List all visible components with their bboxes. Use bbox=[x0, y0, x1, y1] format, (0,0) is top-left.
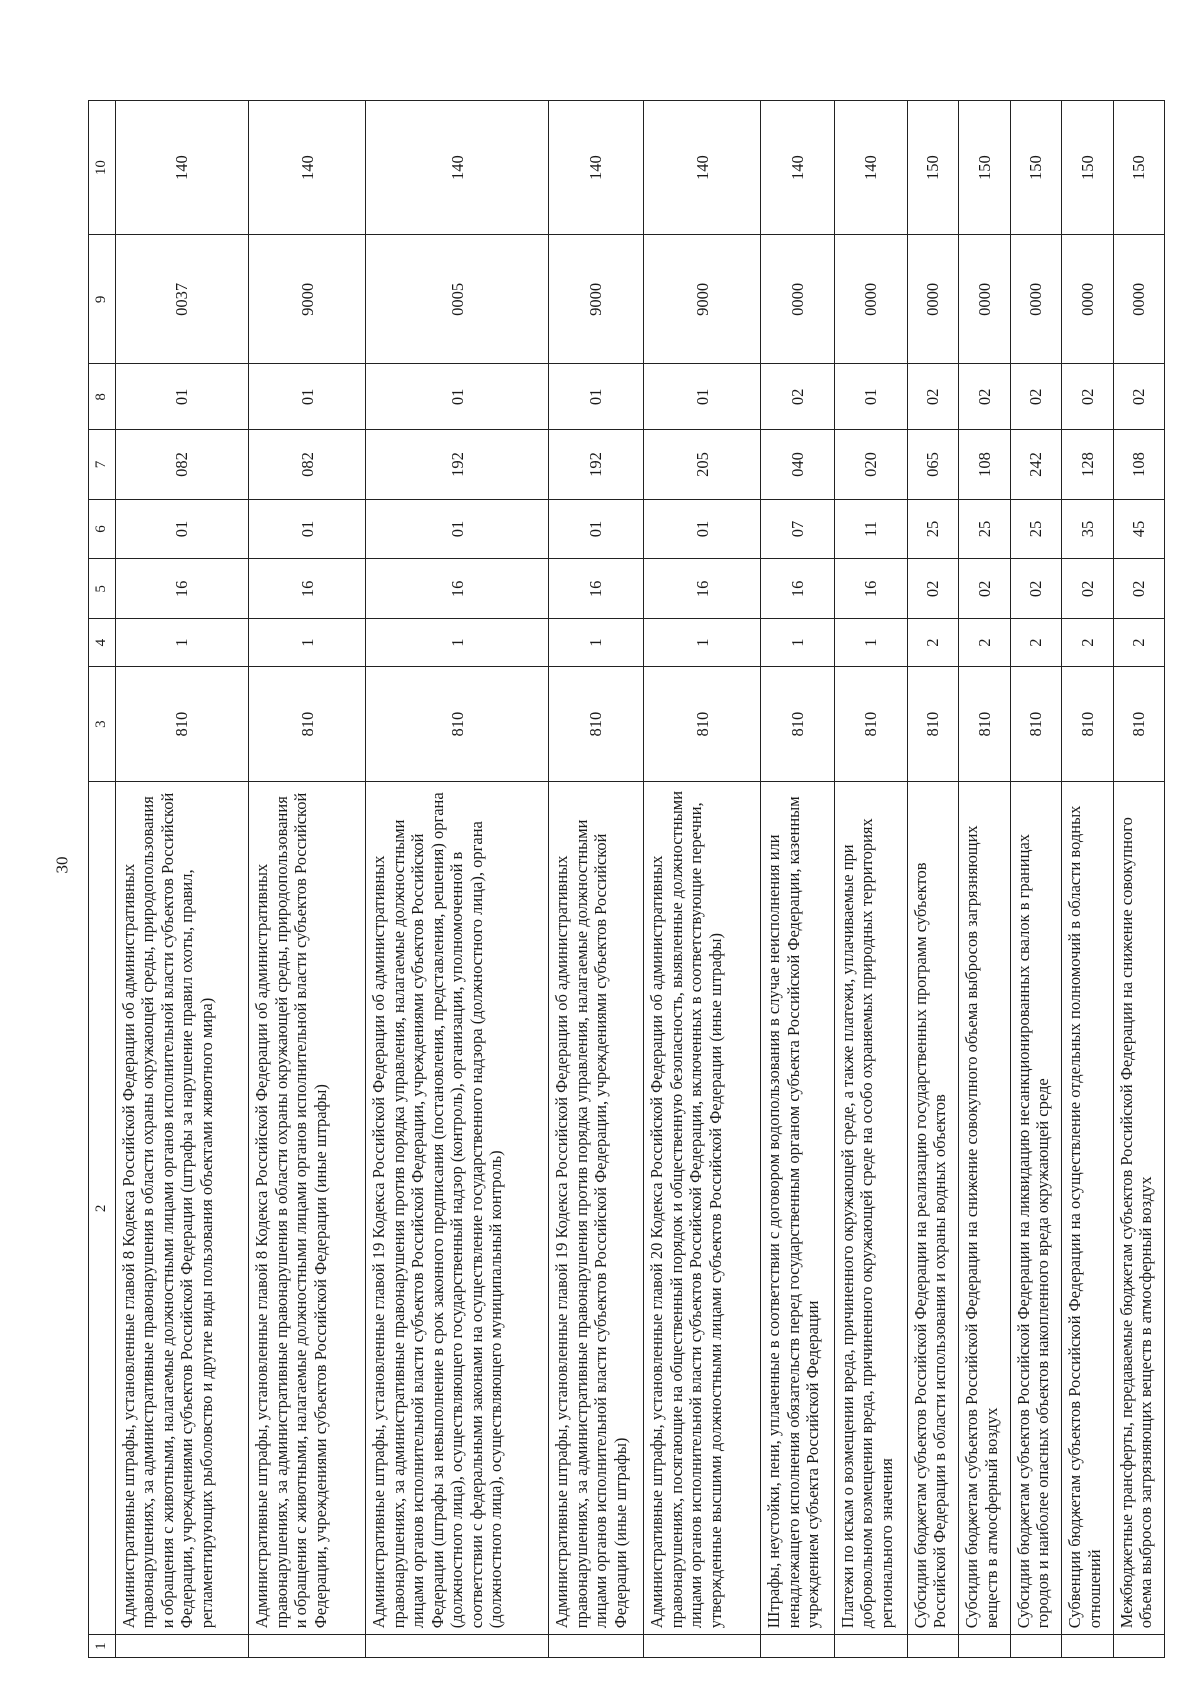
cell-col-6: 11 bbox=[834, 499, 907, 559]
cell-col-9: 0005 bbox=[366, 235, 549, 364]
cell-col-3: 810 bbox=[549, 666, 644, 782]
table-row bbox=[249, 101, 366, 1658]
cell-col-7: 020 bbox=[834, 430, 907, 499]
cell-col-10: 140 bbox=[834, 101, 907, 235]
cell-col-5: 16 bbox=[116, 559, 249, 619]
cell-col-3: 810 bbox=[366, 666, 549, 782]
table-row bbox=[761, 101, 834, 1658]
cell-col-4: 2 bbox=[1113, 619, 1164, 666]
cell-col-8: 02 bbox=[907, 364, 958, 430]
cell-col-7: 242 bbox=[1010, 430, 1061, 499]
cell-col-5: 16 bbox=[549, 559, 644, 619]
cell-col-3: 810 bbox=[1010, 666, 1061, 782]
cell-col-8: 02 bbox=[959, 364, 1010, 430]
cell-col-3: 810 bbox=[1113, 666, 1164, 782]
cell-col-5: 02 bbox=[959, 559, 1010, 619]
table-row bbox=[644, 101, 761, 1658]
cell-col-1 bbox=[549, 1635, 644, 1658]
cell-col-5: 02 bbox=[1113, 559, 1164, 619]
cell-col-8: 01 bbox=[366, 364, 549, 430]
cell-col-1 bbox=[907, 1635, 958, 1658]
cell-col-9: 0000 bbox=[761, 235, 834, 364]
table-row bbox=[907, 101, 958, 1658]
cell-col-3: 810 bbox=[834, 666, 907, 782]
cell-col-6: 01 bbox=[116, 499, 249, 559]
cell-col-6: 01 bbox=[549, 499, 644, 559]
cell-col-5: 02 bbox=[1010, 559, 1061, 619]
column-header-8: 8 bbox=[89, 364, 116, 430]
cell-col-2: Межбюджетные трансферты, передаваемые бюджетам субъектов Российской Федерации на снижение совокупного объема выбросов загрязняющих веществ в атмосферный воздух bbox=[1113, 782, 1164, 1635]
cell-col-2: Административные штрафы, установленные главой 8 Кодекса Российской Федерации об административных правонарушениях, за административные правонарушения в области охраны окружающей среды, природопользования и обращения с животными, налагаемые должностными лицами органов исполнительной власти субъектов Российской Федерации, учреждениями субъектов Российской Федерации (штрафы за нарушение правил охоты, правил, регламентирующих рыболовство и другие виды пользования объектами животного мира) bbox=[116, 782, 249, 1635]
page-number bbox=[47, 850, 77, 880]
cell-col-10: 140 bbox=[366, 101, 549, 235]
cell-col-6: 25 bbox=[959, 499, 1010, 559]
cell-col-7: 108 bbox=[1113, 430, 1164, 499]
cell-col-7: 128 bbox=[1062, 430, 1113, 499]
cell-col-1 bbox=[834, 1635, 907, 1658]
cell-col-2: Субсидии бюджетам субъектов Российской Федерации на ликвидацию несанкционированных свалок в границах городов и наиболее опасных объектов накопленного вреда окружающей среде bbox=[1010, 782, 1061, 1635]
cell-col-8: 01 bbox=[116, 364, 249, 430]
column-header-10: 10 bbox=[89, 101, 116, 235]
cell-col-3: 810 bbox=[907, 666, 958, 782]
cell-col-6: 25 bbox=[907, 499, 958, 559]
cell-col-2: Административные штрафы, установленные главой 20 Кодекса Российской Федерации об административных правонарушениях, посягающие на общественный порядок и общественную безопасность, выявленные должностными лицами органов исполнительной власти субъектов Российской Федерации, включенных в соответствующие перечни, утвержденные высшими должностными лицами субъектов Российской Федерации (иные штрафы) bbox=[644, 782, 761, 1635]
cell-col-7: 108 bbox=[959, 430, 1010, 499]
table-row bbox=[1010, 101, 1061, 1658]
cell-col-7: 192 bbox=[366, 430, 549, 499]
cell-col-8: 02 bbox=[1062, 364, 1113, 430]
cell-col-7: 065 bbox=[907, 430, 958, 499]
cell-col-6: 25 bbox=[1010, 499, 1061, 559]
column-header-1: 1 bbox=[89, 1635, 116, 1658]
cell-col-4: 1 bbox=[366, 619, 549, 666]
cell-col-2: Субсидии бюджетам субъектов Российской Федерации на снижение совокупного объема выбросов загрязняющих веществ в атмосферный воздух bbox=[959, 782, 1010, 1635]
cell-col-4: 1 bbox=[549, 619, 644, 666]
cell-col-2: Субвенции бюджетам субъектов Российской Федерации на осуществление отдельных полномочий в области водных отношений bbox=[1062, 782, 1113, 1635]
cell-col-3: 810 bbox=[249, 666, 366, 782]
cell-col-9: 9000 bbox=[644, 235, 761, 364]
cell-col-4: 2 bbox=[1010, 619, 1061, 666]
cell-col-9: 0000 bbox=[1010, 235, 1061, 364]
budget-codes-table bbox=[88, 100, 1165, 1658]
header-row bbox=[89, 101, 116, 1658]
cell-col-1 bbox=[761, 1635, 834, 1658]
cell-col-4: 1 bbox=[249, 619, 366, 666]
cell-col-8: 02 bbox=[761, 364, 834, 430]
cell-col-7: 205 bbox=[644, 430, 761, 499]
column-header-9: 9 bbox=[89, 235, 116, 364]
budget-codes-table-wrapper bbox=[88, 100, 1165, 1658]
column-header-2: 2 bbox=[89, 782, 116, 1635]
cell-col-5: 02 bbox=[1062, 559, 1113, 619]
cell-col-5: 16 bbox=[366, 559, 549, 619]
cell-col-10: 150 bbox=[1062, 101, 1113, 235]
cell-col-3: 810 bbox=[959, 666, 1010, 782]
cell-col-8: 01 bbox=[834, 364, 907, 430]
cell-col-6: 01 bbox=[249, 499, 366, 559]
cell-col-1 bbox=[1062, 1635, 1113, 1658]
cell-col-2: Административные штрафы, установленные главой 8 Кодекса Российской Федерации об административных правонарушениях, за административные правонарушения в области охраны окружающей среды, природопользования и обращения с животными, налагаемые должностными лицами органов исполнительной власти субъектов Российской Федерации, учреждениями субъектов Российской Федерации (иные штрафы) bbox=[249, 782, 366, 1635]
cell-col-3: 810 bbox=[644, 666, 761, 782]
cell-col-4: 1 bbox=[116, 619, 249, 666]
cell-col-5: 16 bbox=[761, 559, 834, 619]
table-row bbox=[834, 101, 907, 1658]
cell-col-10: 150 bbox=[1010, 101, 1061, 235]
table-row bbox=[1113, 101, 1164, 1658]
cell-col-8: 02 bbox=[1010, 364, 1061, 430]
table-body bbox=[116, 101, 1165, 1658]
cell-col-9: 0000 bbox=[959, 235, 1010, 364]
cell-col-10: 140 bbox=[549, 101, 644, 235]
cell-col-4: 2 bbox=[907, 619, 958, 666]
cell-col-2: Административные штрафы, установленные главой 19 Кодекса Российской Федерации об административных правонарушениях, за административные правонарушения против порядка управления, налагаемые должностными лицами органов исполнительной власти субъектов Российской Федерации, учреждениями субъектов Российской Федерации (штрафы за невыполнение в срок законного предписания (постановления, представления, решения) органа (должностного лица), осуществляющего государственный надзор (контроль), организации, уполномоченной в соответствии с федеральными законами на осуществление государственного надзора (должностного лица), органа (должностного лица), осуществляющего муниципальный контроль) bbox=[366, 782, 549, 1635]
cell-col-5: 16 bbox=[644, 559, 761, 619]
cell-col-5: 16 bbox=[249, 559, 366, 619]
cell-col-10: 140 bbox=[116, 101, 249, 235]
cell-col-4: 1 bbox=[644, 619, 761, 666]
table-row bbox=[549, 101, 644, 1658]
page-number-text: 30 bbox=[52, 856, 71, 874]
column-header-4: 4 bbox=[89, 619, 116, 666]
cell-col-8: 01 bbox=[249, 364, 366, 430]
cell-col-1 bbox=[1010, 1635, 1061, 1658]
cell-col-2: Административные штрафы, установленные главой 19 Кодекса Российской Федерации об административных правонарушениях, за административные правонарушения против порядка управления, налагаемые должностными лицами органов исполнительной власти субъектов Российской Федерации, учреждениями субъектов Российской Федерации (иные штрафы) bbox=[549, 782, 644, 1635]
column-header-6: 6 bbox=[89, 499, 116, 559]
cell-col-7: 040 bbox=[761, 430, 834, 499]
cell-col-7: 192 bbox=[549, 430, 644, 499]
cell-col-9: 9000 bbox=[249, 235, 366, 364]
cell-col-1 bbox=[116, 1635, 249, 1658]
cell-col-6: 45 bbox=[1113, 499, 1164, 559]
cell-col-9: 0000 bbox=[1113, 235, 1164, 364]
cell-col-4: 2 bbox=[959, 619, 1010, 666]
cell-col-10: 150 bbox=[959, 101, 1010, 235]
cell-col-9: 0000 bbox=[834, 235, 907, 364]
cell-col-3: 810 bbox=[1062, 666, 1113, 782]
cell-col-6: 01 bbox=[366, 499, 549, 559]
column-header-7: 7 bbox=[89, 430, 116, 499]
cell-col-6: 07 bbox=[761, 499, 834, 559]
cell-col-9: 0037 bbox=[116, 235, 249, 364]
cell-col-1 bbox=[959, 1635, 1010, 1658]
cell-col-9: 0000 bbox=[1062, 235, 1113, 364]
cell-col-2: Платежи по искам о возмещении вреда, причиненного окружающей среде, а также платежи, уплачиваемые при добровольном возмещении вреда, причиненного окружающей среде на особо охраняемых природных территориях регионального значения bbox=[834, 782, 907, 1635]
cell-col-7: 082 bbox=[116, 430, 249, 499]
cell-col-4: 1 bbox=[834, 619, 907, 666]
column-header-3: 3 bbox=[89, 666, 116, 782]
cell-col-8: 01 bbox=[549, 364, 644, 430]
cell-col-10: 150 bbox=[1113, 101, 1164, 235]
cell-col-6: 35 bbox=[1062, 499, 1113, 559]
table-row bbox=[959, 101, 1010, 1658]
cell-col-6: 01 bbox=[644, 499, 761, 559]
cell-col-10: 140 bbox=[644, 101, 761, 235]
cell-col-3: 810 bbox=[761, 666, 834, 782]
table-row bbox=[366, 101, 549, 1658]
table-row bbox=[1062, 101, 1113, 1658]
table-row bbox=[116, 101, 249, 1658]
cell-col-2: Субсидии бюджетам субъектов Российской Федерации на реализацию государственных программ субъектов Российской Федерации в области использования и охраны водных объектов bbox=[907, 782, 958, 1635]
cell-col-1 bbox=[249, 1635, 366, 1658]
cell-col-9: 9000 bbox=[549, 235, 644, 364]
cell-col-8: 02 bbox=[1113, 364, 1164, 430]
cell-col-7: 082 bbox=[249, 430, 366, 499]
cell-col-10: 150 bbox=[907, 101, 958, 235]
column-header-5: 5 bbox=[89, 559, 116, 619]
cell-col-3: 810 bbox=[116, 666, 249, 782]
cell-col-2: Штрафы, неустойки, пени, уплаченные в соответствии с договором водопользования в случае неисполнения или ненадлежащего исполнения обязательств перед государственным органом субъекта Российской Федерации, казенным учреждением субъекта Российской Федерации bbox=[761, 782, 834, 1635]
cell-col-4: 1 bbox=[761, 619, 834, 666]
cell-col-5: 02 bbox=[907, 559, 958, 619]
cell-col-9: 0000 bbox=[907, 235, 958, 364]
cell-col-10: 140 bbox=[761, 101, 834, 235]
cell-col-5: 16 bbox=[834, 559, 907, 619]
cell-col-4: 2 bbox=[1062, 619, 1113, 666]
cell-col-1 bbox=[644, 1635, 761, 1658]
cell-col-10: 140 bbox=[249, 101, 366, 235]
cell-col-8: 01 bbox=[644, 364, 761, 430]
cell-col-1 bbox=[366, 1635, 549, 1658]
cell-col-1 bbox=[1113, 1635, 1164, 1658]
